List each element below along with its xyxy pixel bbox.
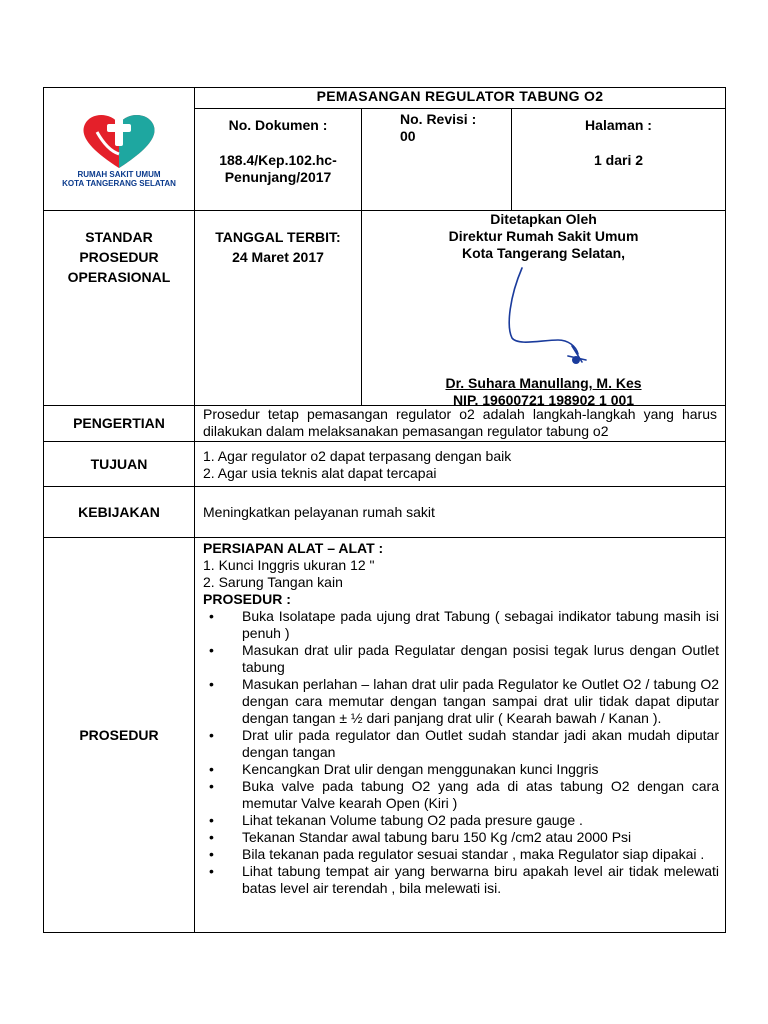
list-item: • Lihat tekanan Volume tabung O2 pada presure gauge . [203, 812, 719, 829]
halaman-label: Halaman : [585, 117, 652, 133]
signer-name: Dr. Suhara Manullang, M. Kes [445, 375, 642, 391]
no-dokumen-value: 188.4/Kep.102.hc-Penunjang/2017 [219, 152, 337, 185]
sop-document [43, 87, 725, 933]
tujuan-label: TUJUAN [44, 442, 195, 487]
tujuan-cell [195, 442, 726, 487]
kebijakan-text: Meningkatkan pelayanan rumah sakit [195, 487, 726, 538]
sop-label-line2: PROSEDUR [79, 249, 159, 265]
handwritten-signature-icon [502, 266, 612, 376]
list-item: 1. Kunci Inggris ukuran 12 " [203, 557, 375, 573]
prosedur-cell [195, 538, 726, 933]
ditetapkan-line2: Direktur Rumah Sakit Umum [448, 228, 639, 244]
ditetapkan-line3: Kota Tangerang Selatan, [461, 245, 626, 261]
tujuan-list [203, 448, 717, 482]
signer-nip: NIP. 19600721 198902 1 001 [452, 392, 635, 408]
logo-cell [44, 88, 195, 211]
prosedur-label: PROSEDUR [44, 538, 195, 933]
prosedur-steps [203, 608, 719, 897]
pengertian-label: PENGERTIAN [44, 406, 195, 442]
pengertian-text: Prosedur tetap pemasangan regulator o2 adalah langkah-langkah yang harus dilakukan dalam melaksanakan pemasangan regulator tabung o2 [195, 406, 726, 442]
list-item: • Buka Isolatape pada ujung drat Tabung ( sebagai indikator tabung masih isi penuh ) [203, 608, 719, 642]
list-item: 1. Agar regulator o2 dapat terpasang dengan baik [203, 448, 512, 464]
document-title: PEMASANGAN REGULATOR TABUNG O2 [195, 88, 726, 109]
tanggal-terbit-label: TANGGAL TERBIT: [215, 229, 341, 245]
no-dokumen-cell [195, 109, 362, 211]
no-revisi-label: No. Revisi : [400, 111, 477, 127]
halaman-value: 1 dari 2 [593, 152, 644, 168]
list-item: • Masukan drat ulir pada Regulatar dengan posisi tegak lurus dengan Outlet tabung [203, 642, 719, 676]
prosedur-heading: PROSEDUR : [203, 591, 291, 607]
list-item: • Drat ulir pada regulator dan Outlet sudah standar jadi akan mudah diputar dengan tangan [203, 727, 719, 761]
kebijakan-label: KEBIJAKAN [44, 487, 195, 538]
hospital-cross-heart-logo-icon [77, 110, 161, 170]
list-item: • Bila tekanan pada regulator sesuai standar , maka Regulator siap dipakai . [203, 846, 719, 863]
sop-table [43, 87, 726, 933]
persiapan-list [203, 557, 719, 591]
no-revisi-cell [362, 109, 512, 211]
halaman-cell [512, 109, 726, 211]
ditetapkan-line1: Ditetapkan Oleh [490, 211, 597, 227]
hospital-name-line2: KOTA TANGERANG SELATAN [62, 179, 176, 188]
tanggal-terbit-value: 24 Maret 2017 [232, 249, 324, 265]
list-item: 2. Sarung Tangan kain [203, 574, 343, 590]
list-item: • Kencangkan Drat ulir dengan menggunakan kunci Inggris [203, 761, 719, 778]
hospital-name-line1: RUMAH SAKIT UMUM [77, 170, 161, 179]
no-revisi-value: 00 [400, 128, 416, 144]
list-item: • Buka valve pada tabung O2 yang ada di atas tabung O2 dengan cara memutar Valve kearah Open (Kiri ) [203, 778, 719, 812]
list-item: • Tekanan Standar awal tabung baru 150 Kg /cm2 atau 2000 Psi [203, 829, 719, 846]
ditetapkan-cell [362, 211, 726, 406]
list-item: • Masukan perlahan – lahan drat ulir pada Regulator ke Outlet O2 / tabung O2 dengan cara memutar dengan tangan sampai drat ulir tidak dapat diputar dengan tangan ± ½ dari panjang drat ulir ( Kearah bawah / Kanan ). [203, 676, 719, 727]
sop-label-line3: OPERASIONAL [67, 269, 171, 285]
list-item: 2. Agar usia teknis alat dapat tercapai [203, 465, 437, 481]
sop-label-line1: STANDAR [85, 229, 153, 245]
tanggal-terbit-cell [195, 211, 362, 406]
sop-label-cell [44, 211, 195, 406]
list-item: • Lihat tabung tempat air yang berwarna biru apakah level air tidak melewati batas level air terendah , bila melewati isi. [203, 863, 719, 897]
persiapan-heading: PERSIAPAN ALAT – ALAT : [203, 540, 384, 556]
no-dokumen-label: No. Dokumen : [228, 117, 328, 133]
